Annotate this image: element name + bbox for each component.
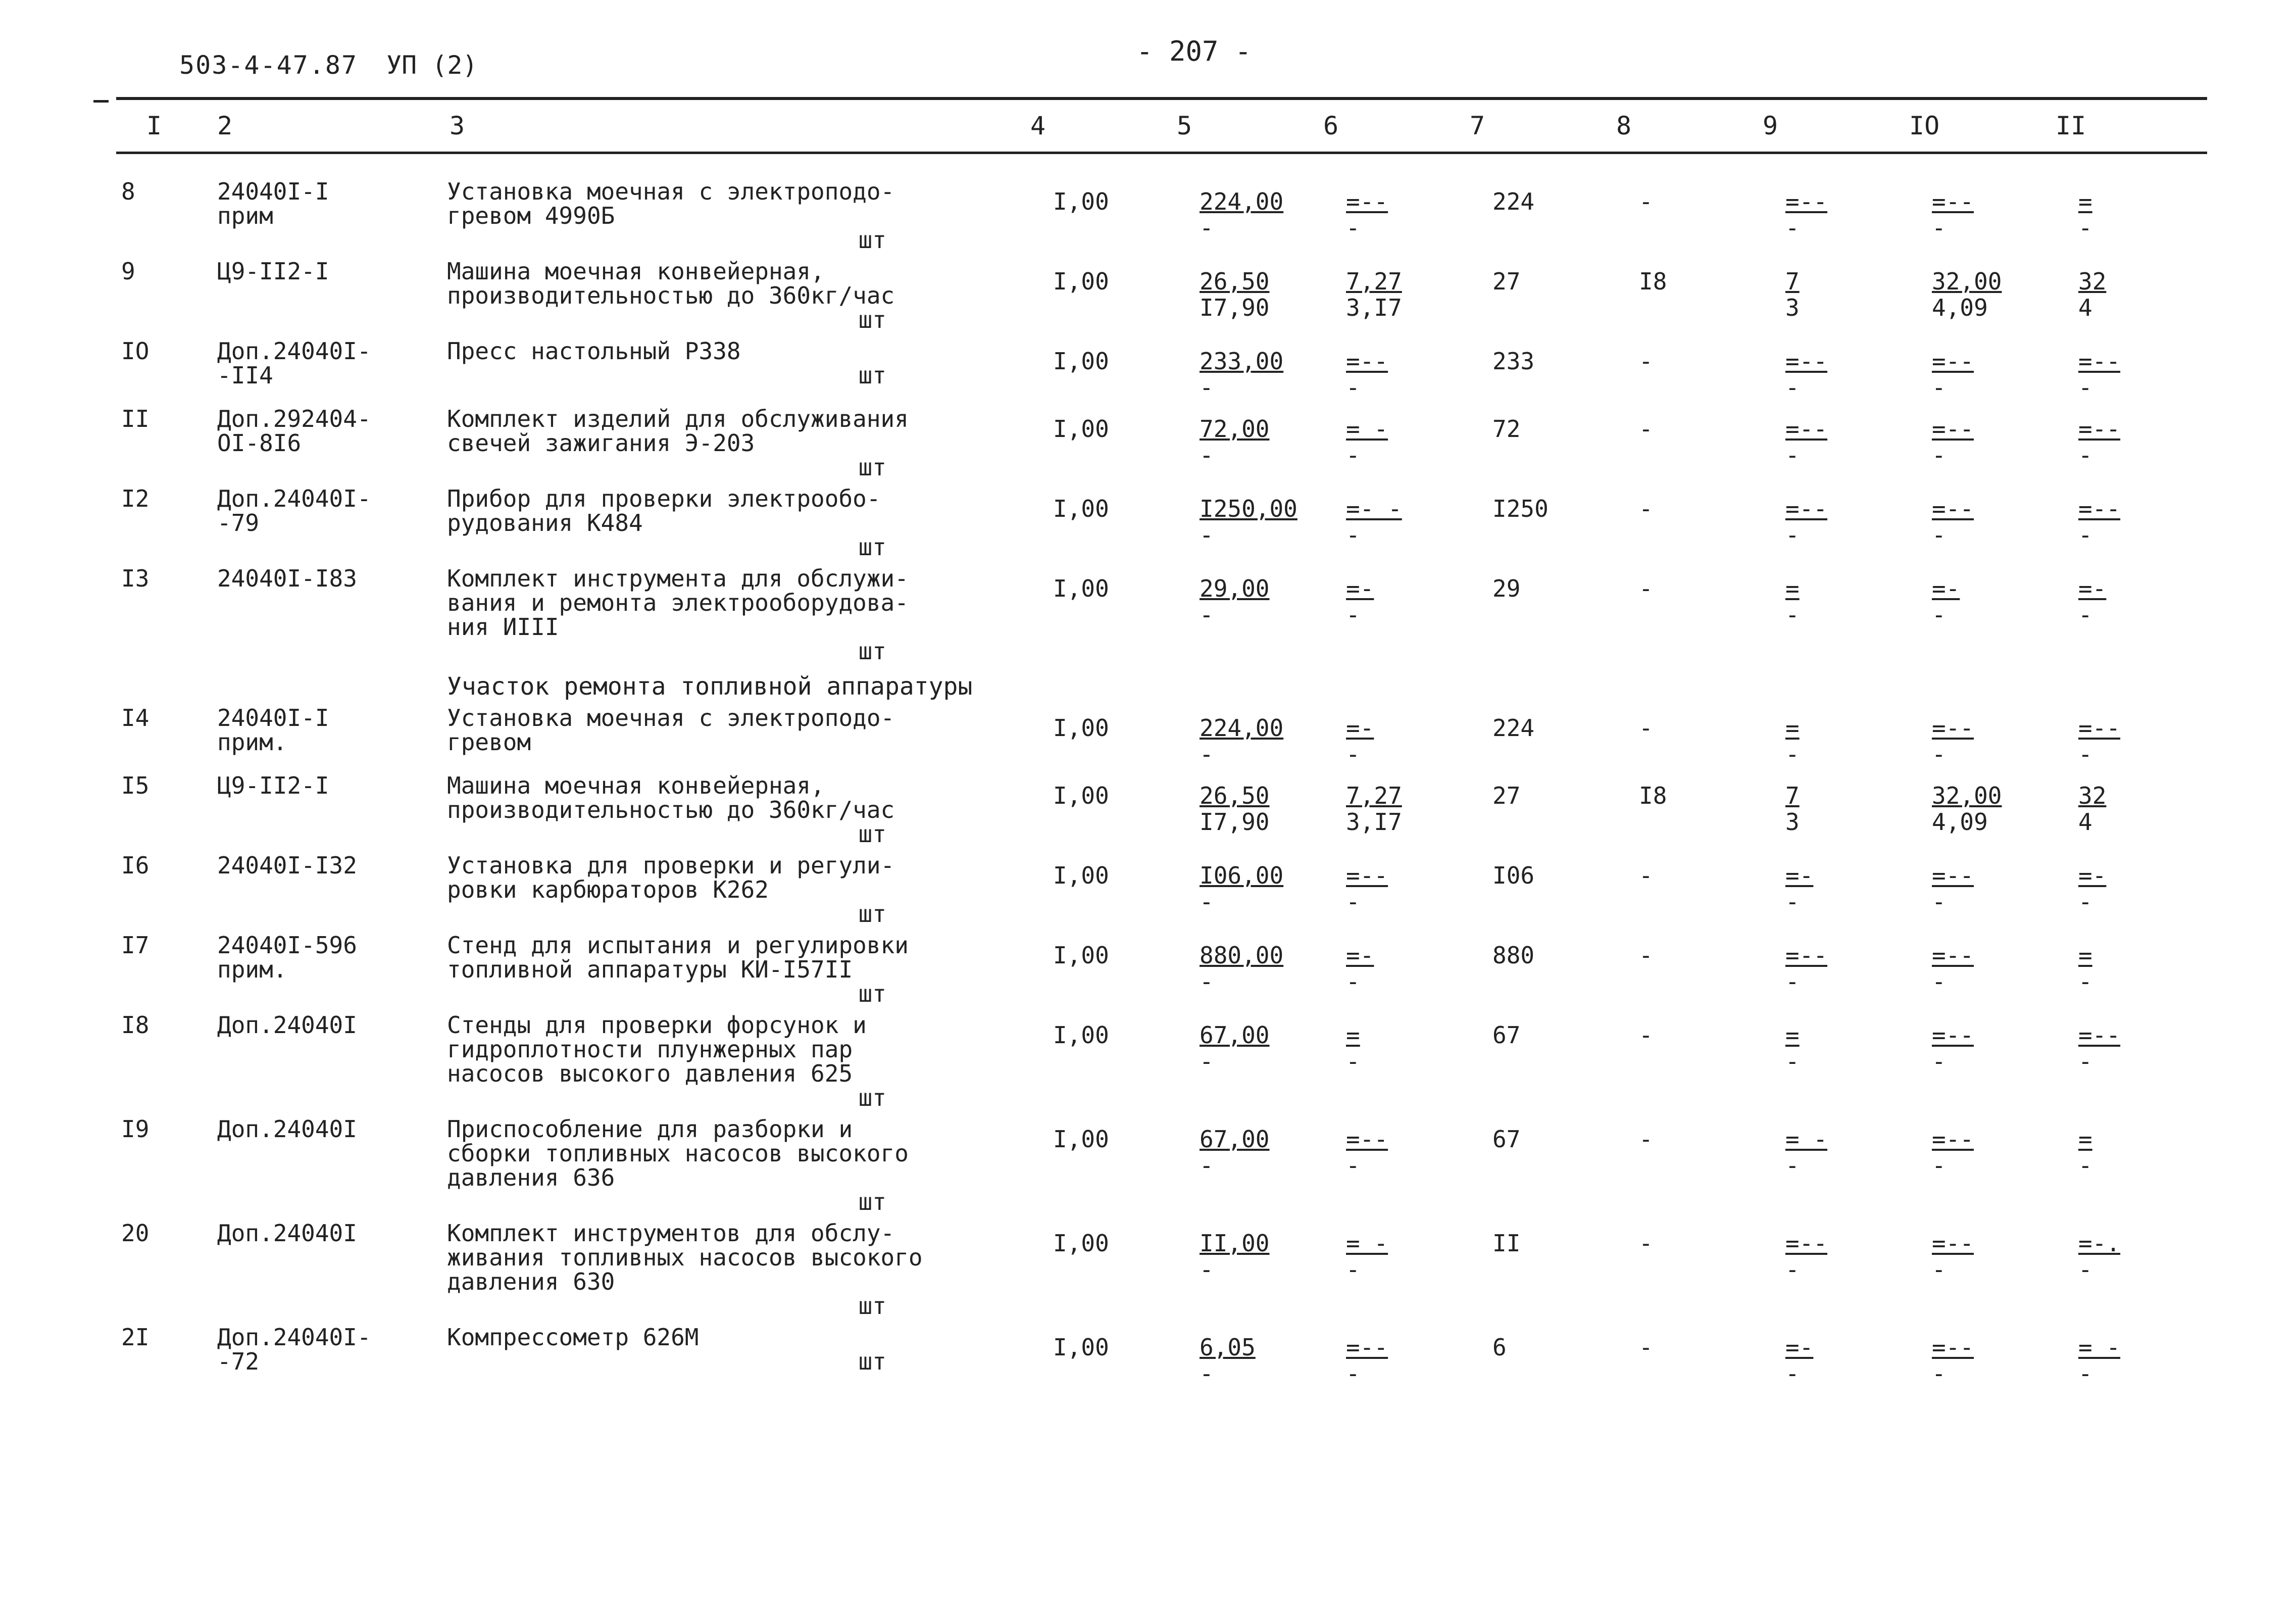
c11-value: =- bbox=[2078, 575, 2107, 602]
c6-lower-value: - bbox=[1346, 1048, 1360, 1075]
quantity: I,00 bbox=[1053, 495, 1109, 522]
header-rule bbox=[116, 152, 2207, 154]
document-code: 503-4-47.87 bbox=[179, 51, 358, 80]
quantity: I,00 bbox=[1053, 348, 1109, 375]
c9-value: = bbox=[1785, 714, 1800, 742]
c8-value: - bbox=[1639, 188, 1653, 215]
c6-value: =- bbox=[1346, 575, 1374, 602]
table-row bbox=[121, 853, 2205, 933]
col-num-1: I bbox=[146, 111, 162, 140]
c6-value: =- - bbox=[1346, 495, 1402, 522]
c8-value: - bbox=[1639, 942, 1653, 969]
col-num-4: 4 bbox=[1030, 111, 1046, 140]
c10-value: =-- bbox=[1932, 862, 1974, 889]
row-number: 8 bbox=[121, 178, 135, 205]
item-unit: шт bbox=[858, 533, 886, 561]
item-unit: шт bbox=[858, 820, 886, 848]
c8-value: - bbox=[1639, 1021, 1653, 1049]
col-num-8: 8 bbox=[1616, 111, 1632, 140]
c5-lower-value: - bbox=[1200, 1152, 1214, 1179]
c10-lower-value: - bbox=[1932, 888, 1946, 915]
c9-value: =- bbox=[1785, 1334, 1814, 1361]
row-number: I9 bbox=[121, 1115, 149, 1143]
c11-value: 32 bbox=[2078, 268, 2107, 295]
c5-lower-value: I7,90 bbox=[1200, 808, 1270, 836]
c5-value: 72,00 bbox=[1200, 415, 1270, 443]
c11-value: = bbox=[2078, 1126, 2092, 1153]
table-row bbox=[121, 706, 2205, 773]
c5-value: I250,00 bbox=[1200, 495, 1297, 522]
item-name: Установка моечная с электроподо- гревом bbox=[447, 704, 895, 756]
c9-lower-value: - bbox=[1785, 521, 1800, 549]
item-name: Прибор для проверки электрообо- рудования К484 bbox=[447, 485, 881, 536]
specification-table bbox=[121, 179, 2205, 1393]
c8-value: - bbox=[1639, 415, 1653, 443]
c11-value: =-. bbox=[2078, 1230, 2121, 1257]
c5-value: II,00 bbox=[1200, 1230, 1270, 1257]
quantity: I,00 bbox=[1053, 714, 1109, 742]
c7-value: I06 bbox=[1492, 862, 1535, 889]
item-name: Установка моечная с электроподо- гревом 4990Б bbox=[447, 178, 895, 229]
c7-value: 29 bbox=[1492, 575, 1521, 602]
table-row bbox=[121, 933, 2205, 1013]
c9-value: =- bbox=[1785, 862, 1814, 889]
c5-lower-value: - bbox=[1200, 1256, 1214, 1283]
c11-lower-value: - bbox=[2078, 888, 2092, 915]
item-code: Доп.292404- OI-8I6 bbox=[217, 405, 371, 457]
c7-value: 67 bbox=[1492, 1021, 1521, 1049]
c11-lower-value: - bbox=[2078, 968, 2092, 995]
c10-lower-value: - bbox=[1932, 741, 1946, 768]
c6-value: = - bbox=[1346, 415, 1388, 443]
section-title: Участок ремонта топливной аппаратуры bbox=[447, 672, 973, 701]
c7-value: 224 bbox=[1492, 188, 1535, 215]
c9-value: 7 bbox=[1785, 782, 1800, 809]
c5-value: 26,50 bbox=[1200, 782, 1270, 809]
c10-value: 32,00 bbox=[1932, 268, 2002, 295]
item-code: 24040I-I83 bbox=[217, 565, 357, 592]
c5-lower-value: - bbox=[1200, 374, 1214, 401]
c10-value: =-- bbox=[1932, 495, 1974, 522]
c10-lower-value: - bbox=[1932, 1256, 1946, 1283]
c8-value: - bbox=[1639, 348, 1653, 375]
quantity: I,00 bbox=[1053, 942, 1109, 969]
row-number: I2 bbox=[121, 485, 149, 512]
table-row bbox=[121, 179, 2205, 259]
c7-value: 72 bbox=[1492, 415, 1521, 443]
row-number: I8 bbox=[121, 1011, 149, 1039]
table-row bbox=[121, 1325, 2205, 1393]
c11-lower-value: - bbox=[2078, 601, 2092, 628]
c6-value: =-- bbox=[1346, 1126, 1388, 1153]
row-number: II bbox=[121, 405, 149, 432]
c6-value: 7,27 bbox=[1346, 268, 1402, 295]
col-num-10: IO bbox=[1909, 111, 1940, 140]
c7-value: 6 bbox=[1492, 1334, 1507, 1361]
c6-lower-value: - bbox=[1346, 1360, 1360, 1387]
c9-lower-value: - bbox=[1785, 741, 1800, 768]
c6-lower-value: - bbox=[1346, 521, 1360, 549]
col-num-3: 3 bbox=[450, 111, 465, 140]
c10-lower-value: - bbox=[1932, 442, 1946, 469]
row-number: 2I bbox=[121, 1324, 149, 1351]
c8-value: - bbox=[1639, 575, 1653, 602]
page-header bbox=[0, 0, 2296, 101]
item-unit: шт bbox=[858, 1084, 886, 1111]
c7-value: 27 bbox=[1492, 268, 1521, 295]
c5-lower-value: I7,90 bbox=[1200, 294, 1270, 321]
c9-value: =-- bbox=[1785, 942, 1828, 969]
c9-lower-value: 3 bbox=[1785, 294, 1800, 321]
c11-lower-value: - bbox=[2078, 741, 2092, 768]
c8-value: I8 bbox=[1639, 268, 1667, 295]
item-code: Доп.24040I bbox=[217, 1219, 357, 1247]
c6-lower-value: 3,I7 bbox=[1346, 294, 1402, 321]
c10-value: 32,00 bbox=[1932, 782, 2002, 809]
item-unit: шт bbox=[858, 980, 886, 1007]
c10-lower-value: 4,09 bbox=[1932, 294, 1988, 321]
item-code: 24040I-596 прим. bbox=[217, 932, 357, 983]
c7-value: 27 bbox=[1492, 782, 1521, 809]
c9-lower-value: - bbox=[1785, 374, 1800, 401]
c6-value: =- bbox=[1346, 942, 1374, 969]
item-name: Стенды для проверки форсунок и гидроплотности плунжерных пар насосов высокого давления 625 bbox=[447, 1011, 867, 1087]
item-name: Комплект изделий для обслуживания свечей зажигания Э-203 bbox=[447, 405, 909, 457]
c5-lower-value: - bbox=[1200, 1048, 1214, 1075]
c11-lower-value: - bbox=[2078, 1048, 2092, 1075]
c9-lower-value: - bbox=[1785, 888, 1800, 915]
c8-value: - bbox=[1639, 1334, 1653, 1361]
c8-value: - bbox=[1639, 1126, 1653, 1153]
item-code: Доп.24040I- -72 bbox=[217, 1324, 371, 1375]
c6-lower-value: - bbox=[1346, 601, 1360, 628]
c6-value: =-- bbox=[1346, 188, 1388, 215]
c6-value: = bbox=[1346, 1021, 1360, 1049]
c9-lower-value: - bbox=[1785, 1360, 1800, 1387]
c6-lower-value: 3,I7 bbox=[1346, 808, 1402, 836]
item-name: Комплект инструмента для обслужи- вания и ремонта электрооборудова- ния ИIII bbox=[447, 565, 909, 641]
c5-lower-value: - bbox=[1200, 601, 1214, 628]
c8-value: I8 bbox=[1639, 782, 1667, 809]
c11-value: =-- bbox=[2078, 495, 2121, 522]
c5-lower-value: - bbox=[1200, 442, 1214, 469]
c5-value: 67,00 bbox=[1200, 1126, 1270, 1153]
row-number: I5 bbox=[121, 772, 149, 799]
c11-value: = bbox=[2078, 942, 2092, 969]
col-num-11: II bbox=[2056, 111, 2086, 140]
table-row bbox=[121, 566, 2205, 670]
c9-lower-value: - bbox=[1785, 1048, 1800, 1075]
c11-lower-value: - bbox=[2078, 1360, 2092, 1387]
c9-value: =-- bbox=[1785, 348, 1828, 375]
c6-value: =-- bbox=[1346, 348, 1388, 375]
c6-value: 7,27 bbox=[1346, 782, 1402, 809]
c9-lower-value: - bbox=[1785, 968, 1800, 995]
c11-lower-value: - bbox=[2078, 374, 2092, 401]
c10-lower-value: - bbox=[1932, 1152, 1946, 1179]
item-code: Доп.24040I bbox=[217, 1011, 357, 1039]
c10-value: =-- bbox=[1932, 188, 1974, 215]
item-unit: шт bbox=[858, 1292, 886, 1320]
row-number: 9 bbox=[121, 258, 135, 285]
c6-lower-value: - bbox=[1346, 1256, 1360, 1283]
table-row bbox=[121, 1117, 2205, 1221]
table-row bbox=[121, 773, 2205, 853]
quantity: I,00 bbox=[1053, 782, 1109, 809]
c5-value: 29,00 bbox=[1200, 575, 1270, 602]
c9-lower-value: 3 bbox=[1785, 808, 1800, 836]
col-num-6: 6 bbox=[1323, 111, 1339, 140]
quantity: I,00 bbox=[1053, 862, 1109, 889]
c7-value: I250 bbox=[1492, 495, 1549, 522]
c9-lower-value: - bbox=[1785, 442, 1800, 469]
row-number: I6 bbox=[121, 852, 149, 879]
item-name: Компрессометр 626М bbox=[447, 1324, 699, 1351]
col-num-2: 2 bbox=[217, 111, 233, 140]
sheet-label: УП (2) bbox=[386, 51, 478, 80]
table-row bbox=[121, 339, 2205, 407]
item-unit: шт bbox=[858, 226, 886, 254]
item-name: Машина моечная конвейерная, производительностью до 360кг/час bbox=[447, 258, 895, 309]
c5-value: 26,50 bbox=[1200, 268, 1270, 295]
c10-value: =-- bbox=[1932, 1126, 1974, 1153]
c11-value: =-- bbox=[2078, 348, 2121, 375]
item-unit: шт bbox=[858, 362, 886, 389]
c5-lower-value: - bbox=[1200, 521, 1214, 549]
item-code: Доп.24040I bbox=[217, 1115, 357, 1143]
c5-lower-value: - bbox=[1200, 741, 1214, 768]
c10-value: =-- bbox=[1932, 942, 1974, 969]
c11-value: =-- bbox=[2078, 714, 2121, 742]
c10-lower-value: - bbox=[1932, 968, 1946, 995]
c10-lower-value: - bbox=[1932, 601, 1946, 628]
c10-lower-value: - bbox=[1932, 374, 1946, 401]
c7-value: 880 bbox=[1492, 942, 1535, 969]
col-num-7: 7 bbox=[1470, 111, 1485, 140]
c5-lower-value: - bbox=[1200, 968, 1214, 995]
quantity: I,00 bbox=[1053, 1021, 1109, 1049]
c11-value: 32 bbox=[2078, 782, 2107, 809]
item-unit: шт bbox=[858, 454, 886, 481]
c7-value: II bbox=[1492, 1230, 1521, 1257]
row-number: I7 bbox=[121, 932, 149, 959]
c8-value: - bbox=[1639, 1230, 1653, 1257]
item-code: 24040I-I32 bbox=[217, 852, 357, 879]
c6-value: = - bbox=[1346, 1230, 1388, 1257]
item-name: Комплект инструментов для обслу- живания топливных насосов высокого давления 630 bbox=[447, 1219, 923, 1295]
c10-value: =-- bbox=[1932, 714, 1974, 742]
column-number-row bbox=[0, 111, 2296, 141]
quantity: I,00 bbox=[1053, 188, 1109, 215]
c10-lower-value: - bbox=[1932, 1048, 1946, 1075]
c8-value: - bbox=[1639, 714, 1653, 742]
c11-lower-value: 4 bbox=[2078, 294, 2092, 321]
c10-value: =-- bbox=[1932, 415, 1974, 443]
c10-value: =-- bbox=[1932, 1334, 1974, 1361]
quantity: I,00 bbox=[1053, 575, 1109, 602]
row-number: IO bbox=[121, 337, 149, 365]
margin-mark bbox=[93, 100, 109, 103]
c10-lower-value: 4,09 bbox=[1932, 808, 1988, 836]
c11-value: = bbox=[2078, 188, 2092, 215]
c5-value: 880,00 bbox=[1200, 942, 1284, 969]
c6-value: =-- bbox=[1346, 862, 1388, 889]
item-unit: шт bbox=[858, 1188, 886, 1215]
c11-lower-value: - bbox=[2078, 214, 2092, 241]
item-code: Доп.24040I- -79 bbox=[217, 485, 371, 536]
item-code: Ц9-II2-I bbox=[217, 772, 329, 799]
item-unit: шт bbox=[858, 1348, 886, 1375]
c11-value: = - bbox=[2078, 1334, 2121, 1361]
c6-lower-value: - bbox=[1346, 888, 1360, 915]
row-number: I3 bbox=[121, 565, 149, 592]
item-code: 24040I-I прим. bbox=[217, 704, 329, 756]
item-name: Пресс настольный Р338 bbox=[447, 337, 741, 365]
c10-lower-value: - bbox=[1932, 214, 1946, 241]
c11-lower-value: - bbox=[2078, 521, 2092, 549]
c9-lower-value: - bbox=[1785, 1152, 1800, 1179]
c6-lower-value: - bbox=[1346, 374, 1360, 401]
c6-lower-value: - bbox=[1346, 1152, 1360, 1179]
top-rule bbox=[116, 97, 2207, 100]
c5-lower-value: - bbox=[1200, 888, 1214, 915]
c11-value: =-- bbox=[2078, 1021, 2121, 1049]
c5-value: 67,00 bbox=[1200, 1021, 1270, 1049]
item-name: Стенд для испытания и регулировки топливной аппаратуры КИ-I57II bbox=[447, 932, 909, 983]
c6-value: =- bbox=[1346, 714, 1374, 742]
table-row bbox=[121, 259, 2205, 339]
table-row bbox=[121, 1013, 2205, 1117]
c10-value: =-- bbox=[1932, 1021, 1974, 1049]
c9-lower-value: - bbox=[1785, 214, 1800, 241]
c9-value: =-- bbox=[1785, 188, 1828, 215]
item-code: Ц9-II2-I bbox=[217, 258, 329, 285]
c6-lower-value: - bbox=[1346, 968, 1360, 995]
col-num-5: 5 bbox=[1177, 111, 1192, 140]
c10-lower-value: - bbox=[1932, 521, 1946, 549]
c6-lower-value: - bbox=[1346, 741, 1360, 768]
table-row bbox=[121, 1221, 2205, 1325]
c5-value: 224,00 bbox=[1200, 714, 1284, 742]
quantity: I,00 bbox=[1053, 268, 1109, 295]
c9-value: =-- bbox=[1785, 1230, 1828, 1257]
c6-lower-value: - bbox=[1346, 442, 1360, 469]
item-unit: шт bbox=[858, 638, 886, 665]
c10-value: =-- bbox=[1932, 1230, 1974, 1257]
c10-value: =- bbox=[1932, 575, 1960, 602]
c9-value: 7 bbox=[1785, 268, 1800, 295]
row-number: 20 bbox=[121, 1219, 149, 1247]
item-name: Приспособление для разборки и сборки топливных насосов высокого давления 636 bbox=[447, 1115, 909, 1191]
item-code: Доп.24040I- -II4 bbox=[217, 337, 371, 389]
c9-value: = - bbox=[1785, 1126, 1828, 1153]
c8-value: - bbox=[1639, 495, 1653, 522]
c5-lower-value: - bbox=[1200, 214, 1214, 241]
c9-value: =-- bbox=[1785, 495, 1828, 522]
c6-value: =-- bbox=[1346, 1334, 1388, 1361]
c9-lower-value: - bbox=[1785, 601, 1800, 628]
item-name: Установка для проверки и регули- ровки карбюраторов К262 bbox=[447, 852, 895, 903]
item-code: 24040I-I прим bbox=[217, 178, 329, 229]
c5-value: 233,00 bbox=[1200, 348, 1284, 375]
c7-value: 233 bbox=[1492, 348, 1535, 375]
item-unit: шт bbox=[858, 306, 886, 333]
quantity: I,00 bbox=[1053, 1126, 1109, 1153]
table-row bbox=[121, 486, 2205, 566]
c11-lower-value: - bbox=[2078, 1256, 2092, 1283]
c9-lower-value: - bbox=[1785, 1256, 1800, 1283]
c11-value: =- bbox=[2078, 862, 2107, 889]
c11-lower-value: - bbox=[2078, 442, 2092, 469]
section-row bbox=[121, 670, 2205, 706]
c5-value: I06,00 bbox=[1200, 862, 1284, 889]
row-number: I4 bbox=[121, 704, 149, 731]
page-number: - 207 - bbox=[1136, 35, 1252, 67]
col-num-9: 9 bbox=[1763, 111, 1778, 140]
c11-lower-value: 4 bbox=[2078, 808, 2092, 836]
c7-value: 224 bbox=[1492, 714, 1535, 742]
c5-value: 224,00 bbox=[1200, 188, 1284, 215]
c11-value: =-- bbox=[2078, 415, 2121, 443]
c6-lower-value: - bbox=[1346, 214, 1360, 241]
c9-value: =-- bbox=[1785, 415, 1828, 443]
item-name: Машина моечная конвейерная, производительностью до 360кг/час bbox=[447, 772, 895, 823]
c11-lower-value: - bbox=[2078, 1152, 2092, 1179]
c8-value: - bbox=[1639, 862, 1653, 889]
item-unit: шт bbox=[858, 900, 886, 927]
quantity: I,00 bbox=[1053, 415, 1109, 443]
quantity: I,00 bbox=[1053, 1230, 1109, 1257]
c10-value: =-- bbox=[1932, 348, 1974, 375]
c9-value: = bbox=[1785, 575, 1800, 602]
table-row bbox=[121, 407, 2205, 486]
c7-value: 67 bbox=[1492, 1126, 1521, 1153]
c9-value: = bbox=[1785, 1021, 1800, 1049]
c5-lower-value: - bbox=[1200, 1360, 1214, 1387]
c10-lower-value: - bbox=[1932, 1360, 1946, 1387]
quantity: I,00 bbox=[1053, 1334, 1109, 1361]
c5-value: 6,05 bbox=[1200, 1334, 1256, 1361]
